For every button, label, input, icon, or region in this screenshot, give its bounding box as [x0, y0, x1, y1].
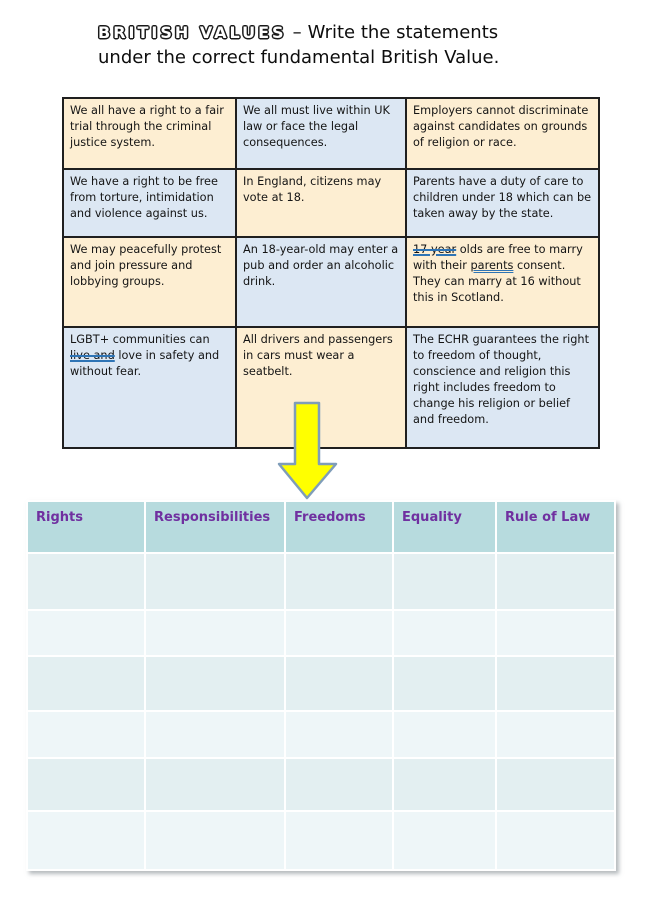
answer-cell[interactable]: [146, 812, 284, 869]
answer-cell[interactable]: [28, 554, 144, 609]
answer-cell[interactable]: [394, 759, 495, 810]
answer-cell[interactable]: [146, 759, 284, 810]
statement-cell: Parents have a duty of care to children under 18 which can be taken away by the state.: [406, 169, 599, 237]
statement-cell: We may peacefully protest and join pressure and lobbying groups.: [63, 237, 236, 327]
statement-cell: We all have a right to a fair trial through the criminal justice system.: [63, 98, 236, 169]
statement-text: love in safety and without fear.: [70, 349, 220, 379]
answer-cell[interactable]: [286, 657, 392, 710]
statement-cell: In England, citizens may vote at 18.: [236, 169, 406, 237]
answer-cell[interactable]: [286, 812, 392, 869]
statement-text: olds are free to marry with their: [413, 243, 583, 273]
down-arrow-icon: [277, 401, 339, 501]
answer-cell[interactable]: [497, 712, 614, 757]
answer-cell[interactable]: [28, 611, 144, 655]
statement-cell: We have a right to be free from torture, intimidation and violence against us.: [63, 169, 236, 237]
answer-cell[interactable]: [394, 712, 495, 757]
answer-cell[interactable]: [286, 712, 392, 757]
column-header-equality: Equality: [394, 502, 495, 552]
column-header-responsibilities: Responsibilities: [146, 502, 284, 552]
title-bubble-text: BRITISH VALUES: [98, 23, 287, 42]
statement-cell: We all must live within UK law or face the legal consequences.: [236, 98, 406, 169]
statements-grid: [62, 97, 600, 449]
answer-cell[interactable]: [394, 554, 495, 609]
statement-cell: All drivers and passengers in cars must wear a seatbelt.: [236, 327, 406, 448]
answer-cell[interactable]: [146, 657, 284, 710]
worksheet-title: [98, 20, 578, 70]
statement-text: LGBT+ communities can: [70, 333, 210, 346]
answer-cell[interactable]: [28, 812, 144, 869]
column-header-rule-of-law: Rule of Law: [497, 502, 614, 552]
column-header-rights: Rights: [28, 502, 144, 552]
answer-cell[interactable]: [497, 657, 614, 710]
answer-cell[interactable]: [286, 759, 392, 810]
answer-cell[interactable]: [146, 611, 284, 655]
answer-cell[interactable]: [394, 611, 495, 655]
table-row: [28, 657, 614, 710]
deleted-text: live and: [70, 349, 115, 363]
statement-cell: The ECHR guarantees the right to freedom of thought, conscience and religion this right includes freedom to change his religion or belief and freedom.: [406, 327, 599, 448]
sorting-table-header-row: [28, 502, 614, 552]
answer-cell[interactable]: [146, 712, 284, 757]
table-row: [28, 812, 614, 869]
table-row: [28, 759, 614, 810]
statement-text: consent. They can marry at 16 without this in Scotland.: [413, 259, 581, 305]
answer-cell[interactable]: [497, 611, 614, 655]
answer-cell[interactable]: [286, 554, 392, 609]
answer-cell[interactable]: [28, 759, 144, 810]
answer-cell[interactable]: [28, 657, 144, 710]
statement-cell-lgbt: [63, 327, 236, 448]
deleted-text: 17 year: [413, 243, 457, 256]
title-instruction-line1: Write the statements: [307, 22, 499, 43]
title-instruction-line2: under the correct fundamental British Value.: [98, 47, 500, 69]
table-row: [28, 554, 614, 609]
answer-cell[interactable]: [146, 554, 284, 609]
column-header-freedoms: Freedoms: [286, 502, 392, 552]
answer-cell[interactable]: [28, 712, 144, 757]
values-sorting-table: [26, 500, 616, 871]
answer-cell[interactable]: [497, 554, 614, 609]
grammar-marked-text: parents: [470, 259, 514, 273]
answer-cell[interactable]: [497, 759, 614, 810]
answer-cell[interactable]: [286, 611, 392, 655]
table-row: [28, 712, 614, 757]
answer-cell[interactable]: [394, 657, 495, 710]
statement-cell: An 18-year-old may enter a pub and order an alcoholic drink.: [236, 237, 406, 327]
answer-cell[interactable]: [394, 812, 495, 869]
title-separator: –: [292, 22, 302, 43]
statement-cell: Employers cannot discriminate against candidates on grounds of religion or race.: [406, 98, 599, 169]
statement-cell-marry: [406, 237, 599, 327]
answer-cell[interactable]: [497, 812, 614, 869]
table-row: [28, 611, 614, 655]
